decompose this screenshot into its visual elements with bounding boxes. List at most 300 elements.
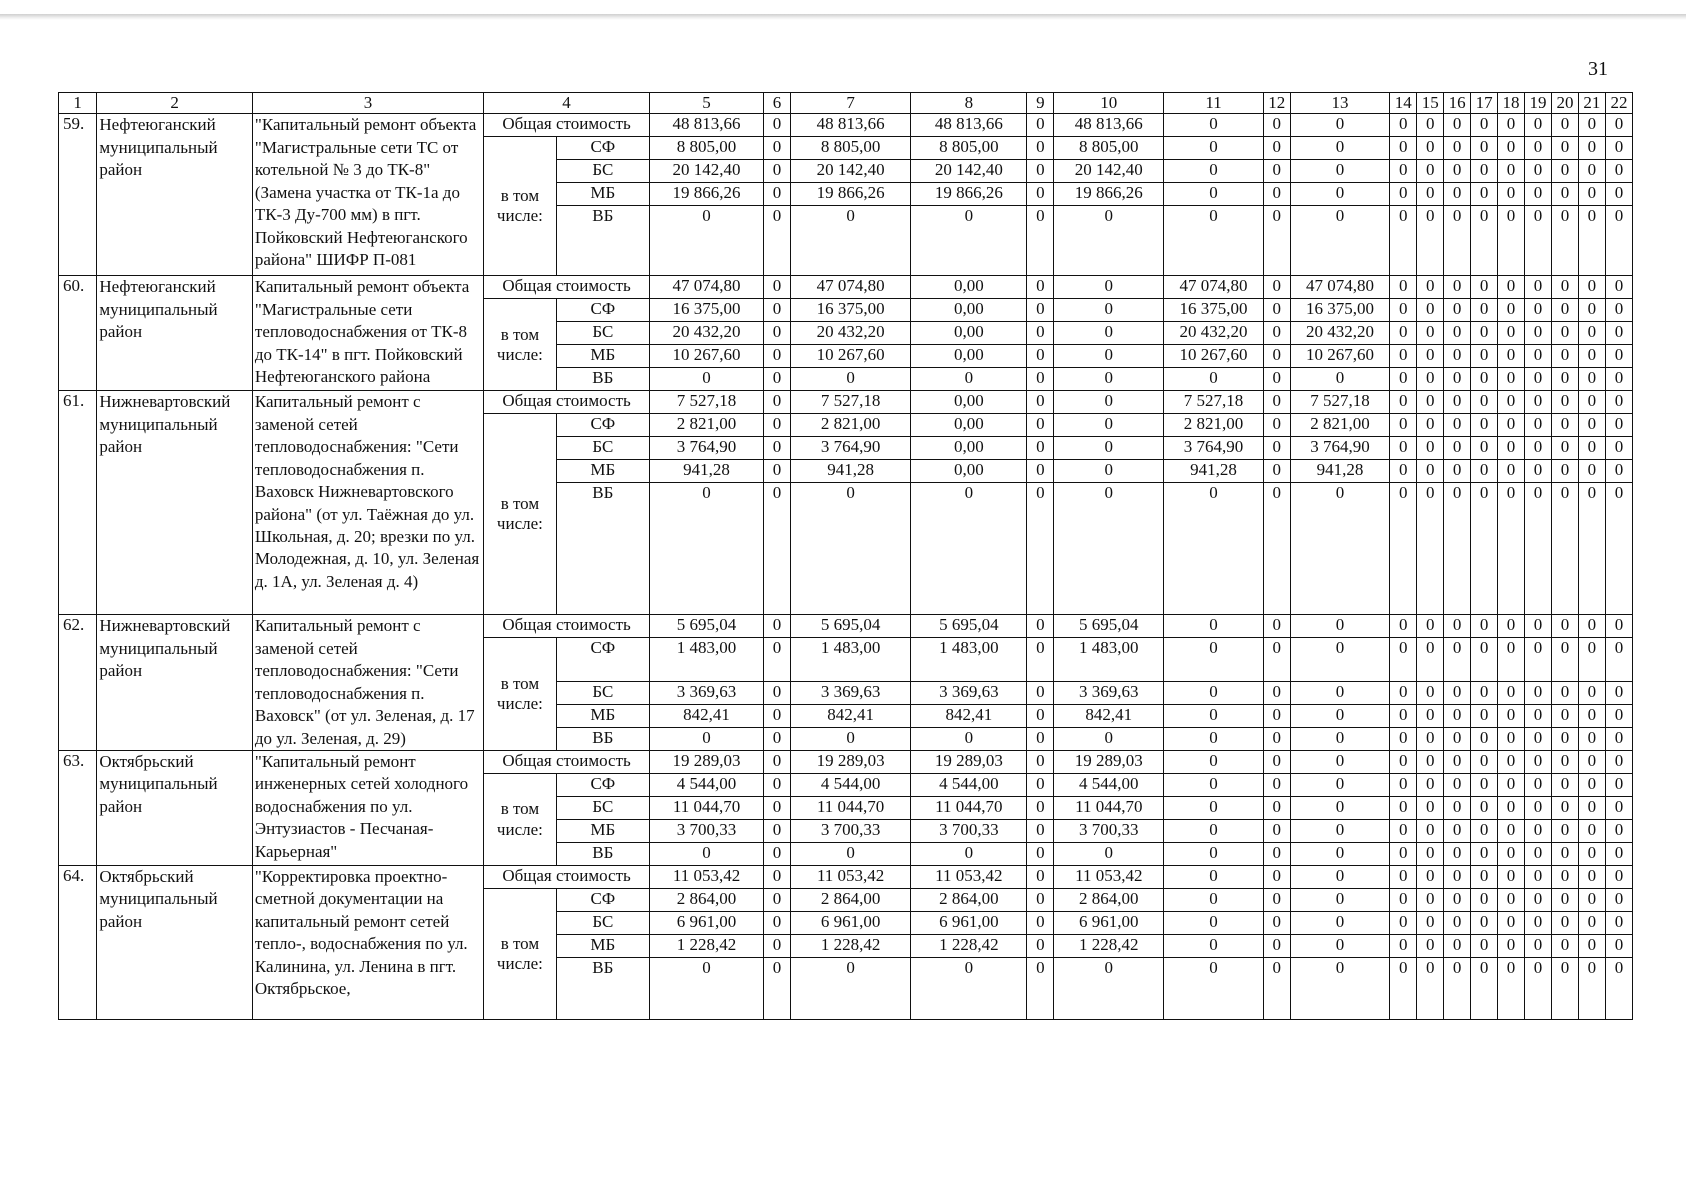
value-cell: 3 700,33 bbox=[911, 820, 1027, 843]
value-cell: 0 bbox=[650, 958, 764, 1020]
zero-cell: 0 bbox=[1605, 206, 1632, 276]
zero-cell: 0 bbox=[1525, 866, 1552, 889]
region-name: Октябрьский муниципальный район bbox=[97, 751, 253, 866]
row-number: 64. bbox=[59, 866, 97, 1020]
value-cell: 0 bbox=[1164, 935, 1264, 958]
zero-cell: 0 bbox=[1578, 705, 1605, 728]
zero-cell: 0 bbox=[1551, 206, 1578, 276]
zero-cell: 0 bbox=[1498, 160, 1525, 183]
value-cell: 0 bbox=[1263, 615, 1290, 638]
zero-cell: 0 bbox=[1444, 935, 1471, 958]
zero-cell: 0 bbox=[1605, 705, 1632, 728]
value-cell: 8 805,00 bbox=[650, 137, 764, 160]
zero-cell: 0 bbox=[1417, 137, 1444, 160]
zero-cell: 0 bbox=[1525, 820, 1552, 843]
zero-cell: 0 bbox=[1390, 958, 1417, 1020]
value-cell: 0 bbox=[1164, 183, 1264, 206]
header-cell: 15 bbox=[1417, 93, 1444, 114]
header-cell: 12 bbox=[1263, 93, 1290, 114]
zero-cell: 0 bbox=[1390, 206, 1417, 276]
header-cell: 21 bbox=[1578, 93, 1605, 114]
funding-source: ВБ bbox=[556, 728, 649, 751]
value-cell: 0 bbox=[764, 797, 791, 820]
value-cell: 0 bbox=[1290, 705, 1390, 728]
zero-cell: 0 bbox=[1525, 414, 1552, 437]
header-cell: 3 bbox=[252, 93, 483, 114]
zero-cell: 0 bbox=[1498, 460, 1525, 483]
table-row bbox=[59, 615, 1633, 638]
value-cell: 0 bbox=[1263, 276, 1290, 299]
zero-cell: 0 bbox=[1498, 114, 1525, 137]
value-cell: 4 544,00 bbox=[1054, 774, 1164, 797]
program-table bbox=[58, 92, 1633, 1020]
zero-cell: 0 bbox=[1605, 797, 1632, 820]
value-cell: 7 527,18 bbox=[791, 391, 911, 414]
funding-source: СФ bbox=[556, 774, 649, 797]
zero-cell: 0 bbox=[1498, 912, 1525, 935]
zero-cell: 0 bbox=[1525, 935, 1552, 958]
header-cell: 22 bbox=[1605, 93, 1632, 114]
value-cell: 1 228,42 bbox=[1054, 935, 1164, 958]
zero-cell: 0 bbox=[1551, 114, 1578, 137]
zero-cell: 0 bbox=[1578, 797, 1605, 820]
page-number: 31 bbox=[1588, 58, 1608, 80]
value-cell: 0 bbox=[1027, 483, 1054, 615]
value-cell: 11 044,70 bbox=[911, 797, 1027, 820]
value-cell: 0 bbox=[1290, 368, 1390, 391]
value-cell: 0 bbox=[764, 935, 791, 958]
funding-source: СФ bbox=[556, 137, 649, 160]
zero-cell: 0 bbox=[1498, 797, 1525, 820]
zero-cell: 0 bbox=[1498, 889, 1525, 912]
value-cell: 6 961,00 bbox=[911, 912, 1027, 935]
zero-cell: 0 bbox=[1471, 368, 1498, 391]
zero-cell: 0 bbox=[1605, 322, 1632, 345]
zero-cell: 0 bbox=[1390, 935, 1417, 958]
value-cell: 0 bbox=[1290, 160, 1390, 183]
value-cell: 0 bbox=[764, 368, 791, 391]
value-cell: 2 821,00 bbox=[791, 414, 911, 437]
funding-source: БС bbox=[556, 912, 649, 935]
value-cell: 10 267,60 bbox=[791, 345, 911, 368]
value-cell: 3 764,90 bbox=[1164, 437, 1264, 460]
value-cell: 19 866,26 bbox=[650, 183, 764, 206]
zero-cell: 0 bbox=[1444, 843, 1471, 866]
value-cell: 3 700,33 bbox=[650, 820, 764, 843]
value-cell: 0 bbox=[1263, 368, 1290, 391]
value-cell: 0 bbox=[764, 774, 791, 797]
funding-source: БС bbox=[556, 682, 649, 705]
zero-cell: 0 bbox=[1551, 682, 1578, 705]
zero-cell: 0 bbox=[1525, 843, 1552, 866]
zero-cell: 0 bbox=[1551, 299, 1578, 322]
value-cell: 0 bbox=[1164, 137, 1264, 160]
zero-cell: 0 bbox=[1417, 160, 1444, 183]
value-cell: 0 bbox=[764, 391, 791, 414]
zero-cell: 0 bbox=[1605, 137, 1632, 160]
value-cell: 0 bbox=[764, 206, 791, 276]
value-cell: 0 bbox=[1164, 682, 1264, 705]
zero-cell: 0 bbox=[1444, 183, 1471, 206]
funding-source: БС bbox=[556, 797, 649, 820]
zero-cell: 0 bbox=[1498, 774, 1525, 797]
zero-cell: 0 bbox=[1498, 391, 1525, 414]
value-cell: 0 bbox=[764, 460, 791, 483]
zero-cell: 0 bbox=[1525, 299, 1552, 322]
value-cell: 20 142,40 bbox=[650, 160, 764, 183]
zero-cell: 0 bbox=[1471, 615, 1498, 638]
zero-cell: 0 bbox=[1417, 682, 1444, 705]
value-cell: 11 053,42 bbox=[1054, 866, 1164, 889]
header-cell: 20 bbox=[1551, 93, 1578, 114]
zero-cell: 0 bbox=[1390, 889, 1417, 912]
value-cell: 0,00 bbox=[911, 437, 1027, 460]
zero-cell: 0 bbox=[1417, 414, 1444, 437]
value-cell: 0 bbox=[1164, 705, 1264, 728]
zero-cell: 0 bbox=[1444, 345, 1471, 368]
zero-cell: 0 bbox=[1498, 935, 1525, 958]
header-cell: 1 bbox=[59, 93, 97, 114]
zero-cell: 0 bbox=[1471, 843, 1498, 866]
value-cell: 19 866,26 bbox=[1054, 183, 1164, 206]
value-cell: 0 bbox=[1027, 751, 1054, 774]
value-cell: 0 bbox=[1290, 889, 1390, 912]
value-cell: 1 228,42 bbox=[650, 935, 764, 958]
value-cell: 0 bbox=[650, 368, 764, 391]
value-cell: 0 bbox=[1054, 483, 1164, 615]
region-name: Нижневартовский муниципальный район bbox=[97, 615, 253, 751]
value-cell: 6 961,00 bbox=[791, 912, 911, 935]
zero-cell: 0 bbox=[1551, 460, 1578, 483]
zero-cell: 0 bbox=[1578, 137, 1605, 160]
zero-cell: 0 bbox=[1525, 183, 1552, 206]
value-cell: 0 bbox=[1263, 728, 1290, 751]
zero-cell: 0 bbox=[1605, 299, 1632, 322]
region-name: Октябрьский муниципальный район bbox=[97, 866, 253, 1020]
value-cell: 0 bbox=[1027, 728, 1054, 751]
zero-cell: 0 bbox=[1578, 437, 1605, 460]
header-cell: 6 bbox=[764, 93, 791, 114]
value-cell: 20 432,20 bbox=[791, 322, 911, 345]
zero-cell: 0 bbox=[1605, 889, 1632, 912]
zero-cell: 0 bbox=[1471, 728, 1498, 751]
value-cell: 0 bbox=[911, 728, 1027, 751]
scan-edge bbox=[0, 14, 1686, 20]
zero-cell: 0 bbox=[1390, 682, 1417, 705]
funding-source: ВБ bbox=[556, 843, 649, 866]
zero-cell: 0 bbox=[1390, 820, 1417, 843]
value-cell: 0 bbox=[911, 958, 1027, 1020]
value-cell: 0 bbox=[1164, 160, 1264, 183]
value-cell: 842,41 bbox=[1054, 705, 1164, 728]
zero-cell: 0 bbox=[1417, 843, 1444, 866]
zero-cell: 0 bbox=[1417, 437, 1444, 460]
zero-cell: 0 bbox=[1471, 958, 1498, 1020]
value-cell: 0 bbox=[1290, 183, 1390, 206]
value-cell: 1 483,00 bbox=[1054, 638, 1164, 682]
zero-cell: 0 bbox=[1390, 437, 1417, 460]
value-cell: 0 bbox=[1027, 391, 1054, 414]
zero-cell: 0 bbox=[1417, 751, 1444, 774]
zero-cell: 0 bbox=[1471, 638, 1498, 682]
zero-cell: 0 bbox=[1525, 114, 1552, 137]
zero-cell: 0 bbox=[1525, 912, 1552, 935]
zero-cell: 0 bbox=[1417, 820, 1444, 843]
zero-cell: 0 bbox=[1417, 345, 1444, 368]
zero-cell: 0 bbox=[1471, 114, 1498, 137]
value-cell: 20 432,20 bbox=[1290, 322, 1390, 345]
funding-source: СФ bbox=[556, 299, 649, 322]
funding-source: МБ bbox=[556, 820, 649, 843]
value-cell: 48 813,66 bbox=[1054, 114, 1164, 137]
object-description: "Капитальный ремонт инженерных сетей холодного водоснабжения по ул. Энтузиастов - Песчаная-Карьерная" bbox=[252, 751, 483, 866]
zero-cell: 0 bbox=[1390, 483, 1417, 615]
value-cell: 941,28 bbox=[650, 460, 764, 483]
zero-cell: 0 bbox=[1578, 774, 1605, 797]
value-cell: 20 432,20 bbox=[650, 322, 764, 345]
value-cell: 0 bbox=[1164, 638, 1264, 682]
zero-cell: 0 bbox=[1444, 137, 1471, 160]
funding-source: БС bbox=[556, 160, 649, 183]
zero-cell: 0 bbox=[1551, 183, 1578, 206]
zero-cell: 0 bbox=[1605, 160, 1632, 183]
header-row bbox=[59, 93, 1633, 114]
zero-cell: 0 bbox=[1551, 368, 1578, 391]
value-cell: 0 bbox=[1263, 843, 1290, 866]
zero-cell: 0 bbox=[1605, 345, 1632, 368]
region-name: Нижневартовский муниципальный район bbox=[97, 391, 253, 615]
zero-cell: 0 bbox=[1551, 437, 1578, 460]
value-cell: 3 700,33 bbox=[1054, 820, 1164, 843]
zero-cell: 0 bbox=[1471, 183, 1498, 206]
row-number: 63. bbox=[59, 751, 97, 866]
zero-cell: 0 bbox=[1498, 183, 1525, 206]
zero-cell: 0 bbox=[1417, 322, 1444, 345]
funding-source: МБ bbox=[556, 935, 649, 958]
value-cell: 11 044,70 bbox=[791, 797, 911, 820]
zero-cell: 0 bbox=[1525, 774, 1552, 797]
zero-cell: 0 bbox=[1417, 797, 1444, 820]
value-cell: 0 bbox=[650, 728, 764, 751]
value-cell: 1 228,42 bbox=[911, 935, 1027, 958]
value-cell: 0 bbox=[911, 483, 1027, 615]
value-cell: 0 bbox=[764, 114, 791, 137]
zero-cell: 0 bbox=[1417, 483, 1444, 615]
value-cell: 0 bbox=[1027, 774, 1054, 797]
value-cell: 0 bbox=[1027, 114, 1054, 137]
value-cell: 0 bbox=[764, 682, 791, 705]
value-cell: 0 bbox=[1027, 160, 1054, 183]
zero-cell: 0 bbox=[1605, 183, 1632, 206]
row-number: 59. bbox=[59, 114, 97, 276]
value-cell: 0 bbox=[1054, 843, 1164, 866]
zero-cell: 0 bbox=[1471, 322, 1498, 345]
value-cell: 5 695,04 bbox=[1054, 615, 1164, 638]
value-cell: 0 bbox=[911, 368, 1027, 391]
value-cell: 842,41 bbox=[650, 705, 764, 728]
value-cell: 1 483,00 bbox=[791, 638, 911, 682]
value-cell: 8 805,00 bbox=[1054, 137, 1164, 160]
value-cell: 0 bbox=[1164, 483, 1264, 615]
zero-cell: 0 bbox=[1471, 889, 1498, 912]
zero-cell: 0 bbox=[1578, 483, 1605, 615]
zero-cell: 0 bbox=[1605, 114, 1632, 137]
zero-cell: 0 bbox=[1578, 414, 1605, 437]
value-cell: 0 bbox=[1290, 682, 1390, 705]
zero-cell: 0 bbox=[1417, 935, 1444, 958]
zero-cell: 0 bbox=[1605, 912, 1632, 935]
zero-cell: 0 bbox=[1471, 206, 1498, 276]
zero-cell: 0 bbox=[1578, 322, 1605, 345]
funding-source: ВБ bbox=[556, 958, 649, 1020]
zero-cell: 0 bbox=[1605, 935, 1632, 958]
value-cell: 0 bbox=[1263, 299, 1290, 322]
funding-source: МБ bbox=[556, 183, 649, 206]
value-cell: 8 805,00 bbox=[791, 137, 911, 160]
header-cell: 17 bbox=[1471, 93, 1498, 114]
zero-cell: 0 bbox=[1578, 638, 1605, 682]
value-cell: 0 bbox=[1263, 160, 1290, 183]
value-cell: 19 866,26 bbox=[791, 183, 911, 206]
value-cell: 0 bbox=[764, 638, 791, 682]
value-cell: 20 142,40 bbox=[791, 160, 911, 183]
value-cell: 0 bbox=[1027, 137, 1054, 160]
zero-cell: 0 bbox=[1498, 820, 1525, 843]
zero-cell: 0 bbox=[1551, 774, 1578, 797]
zero-cell: 0 bbox=[1551, 414, 1578, 437]
zero-cell: 0 bbox=[1390, 299, 1417, 322]
row-number: 60. bbox=[59, 276, 97, 391]
value-cell: 842,41 bbox=[911, 705, 1027, 728]
value-cell: 0 bbox=[1164, 774, 1264, 797]
zero-cell: 0 bbox=[1525, 682, 1552, 705]
value-cell: 0 bbox=[1027, 206, 1054, 276]
zero-cell: 0 bbox=[1417, 774, 1444, 797]
value-cell: 0 bbox=[1290, 114, 1390, 137]
value-cell: 0 bbox=[1263, 483, 1290, 615]
value-cell: 11 044,70 bbox=[650, 797, 764, 820]
value-cell: 0 bbox=[1164, 889, 1264, 912]
including-label: в том числе: bbox=[484, 638, 557, 751]
value-cell: 20 142,40 bbox=[1054, 160, 1164, 183]
value-cell: 0 bbox=[1054, 322, 1164, 345]
zero-cell: 0 bbox=[1444, 160, 1471, 183]
total-cost-label: Общая стоимость bbox=[484, 391, 650, 414]
value-cell: 0 bbox=[791, 483, 911, 615]
value-cell: 0 bbox=[764, 437, 791, 460]
value-cell: 0 bbox=[1027, 866, 1054, 889]
zero-cell: 0 bbox=[1525, 615, 1552, 638]
table-row bbox=[59, 276, 1633, 299]
object-description: Капитальный ремонт объекта "Магистральные сети тепловодоснабжения от ТК-8 до ТК-14" в пгт. Пойковский Нефтеюганского района bbox=[252, 276, 483, 391]
zero-cell: 0 bbox=[1498, 345, 1525, 368]
total-cost-label: Общая стоимость bbox=[484, 114, 650, 137]
value-cell: 7 527,18 bbox=[1290, 391, 1390, 414]
value-cell: 0 bbox=[791, 368, 911, 391]
value-cell: 0 bbox=[1263, 935, 1290, 958]
zero-cell: 0 bbox=[1605, 638, 1632, 682]
value-cell: 0 bbox=[1290, 843, 1390, 866]
zero-cell: 0 bbox=[1390, 368, 1417, 391]
zero-cell: 0 bbox=[1444, 774, 1471, 797]
header-cell: 9 bbox=[1027, 93, 1054, 114]
value-cell: 0 bbox=[1027, 797, 1054, 820]
zero-cell: 0 bbox=[1498, 276, 1525, 299]
value-cell: 0 bbox=[1290, 615, 1390, 638]
zero-cell: 0 bbox=[1390, 705, 1417, 728]
value-cell: 3 764,90 bbox=[791, 437, 911, 460]
value-cell: 0 bbox=[1054, 299, 1164, 322]
value-cell: 0 bbox=[764, 299, 791, 322]
zero-cell: 0 bbox=[1444, 276, 1471, 299]
value-cell: 10 267,60 bbox=[1290, 345, 1390, 368]
value-cell: 0 bbox=[650, 483, 764, 615]
zero-cell: 0 bbox=[1578, 460, 1605, 483]
value-cell: 0 bbox=[1027, 183, 1054, 206]
zero-cell: 0 bbox=[1605, 368, 1632, 391]
value-cell: 11 044,70 bbox=[1054, 797, 1164, 820]
zero-cell: 0 bbox=[1551, 483, 1578, 615]
zero-cell: 0 bbox=[1471, 866, 1498, 889]
value-cell: 10 267,60 bbox=[650, 345, 764, 368]
zero-cell: 0 bbox=[1390, 843, 1417, 866]
value-cell: 0 bbox=[764, 866, 791, 889]
zero-cell: 0 bbox=[1471, 935, 1498, 958]
value-cell: 0 bbox=[1290, 728, 1390, 751]
value-cell: 0 bbox=[1263, 820, 1290, 843]
value-cell: 0 bbox=[1164, 797, 1264, 820]
value-cell: 0,00 bbox=[911, 460, 1027, 483]
zero-cell: 0 bbox=[1444, 368, 1471, 391]
zero-cell: 0 bbox=[1444, 638, 1471, 682]
zero-cell: 0 bbox=[1390, 137, 1417, 160]
value-cell: 2 864,00 bbox=[791, 889, 911, 912]
zero-cell: 0 bbox=[1390, 615, 1417, 638]
zero-cell: 0 bbox=[1578, 751, 1605, 774]
header-cell: 5 bbox=[650, 93, 764, 114]
funding-source: БС bbox=[556, 437, 649, 460]
value-cell: 3 764,90 bbox=[650, 437, 764, 460]
zero-cell: 0 bbox=[1444, 820, 1471, 843]
zero-cell: 0 bbox=[1578, 843, 1605, 866]
header-cell: 14 bbox=[1390, 93, 1417, 114]
zero-cell: 0 bbox=[1578, 912, 1605, 935]
zero-cell: 0 bbox=[1390, 751, 1417, 774]
zero-cell: 0 bbox=[1525, 160, 1552, 183]
value-cell: 0 bbox=[764, 705, 791, 728]
value-cell: 11 053,42 bbox=[791, 866, 911, 889]
zero-cell: 0 bbox=[1498, 322, 1525, 345]
zero-cell: 0 bbox=[1390, 460, 1417, 483]
zero-cell: 0 bbox=[1498, 682, 1525, 705]
value-cell: 0 bbox=[764, 889, 791, 912]
value-cell: 0 bbox=[1290, 638, 1390, 682]
value-cell: 11 053,42 bbox=[650, 866, 764, 889]
value-cell: 11 053,42 bbox=[911, 866, 1027, 889]
value-cell: 0 bbox=[1263, 437, 1290, 460]
zero-cell: 0 bbox=[1444, 705, 1471, 728]
value-cell: 0,00 bbox=[911, 345, 1027, 368]
zero-cell: 0 bbox=[1444, 866, 1471, 889]
value-cell: 0 bbox=[1027, 935, 1054, 958]
zero-cell: 0 bbox=[1471, 160, 1498, 183]
value-cell: 0 bbox=[1164, 615, 1264, 638]
zero-cell: 0 bbox=[1417, 391, 1444, 414]
zero-cell: 0 bbox=[1444, 391, 1471, 414]
zero-cell: 0 bbox=[1578, 114, 1605, 137]
zero-cell: 0 bbox=[1390, 391, 1417, 414]
zero-cell: 0 bbox=[1390, 160, 1417, 183]
